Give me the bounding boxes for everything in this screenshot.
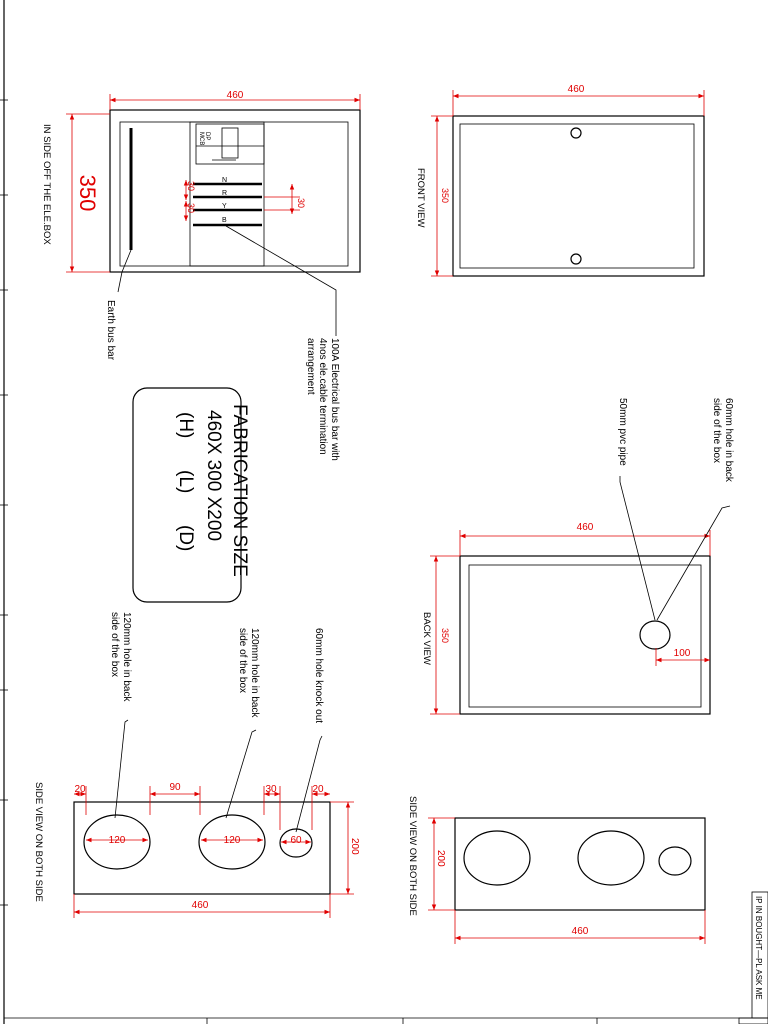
side-left-dim-top-1: 20 — [74, 784, 86, 795]
side-left-note-c: 60mm hole knock out — [313, 628, 324, 724]
side-left-note-a-line-2: side of the box — [109, 612, 120, 678]
inside-spacing-dim-1: 30 — [186, 181, 196, 192]
side-left-title: SIDE VIEW ON BOTH SIDE — [33, 782, 44, 902]
busbar-label-line-1: 100A Electrical bus bar with — [329, 338, 340, 461]
inside-width-dim: 460 — [226, 90, 244, 101]
fabrication-line-2: 460X 300 X200 — [203, 410, 224, 542]
back-hole — [640, 621, 670, 649]
side-left-dim-top-2: 90 — [169, 782, 181, 793]
side-left-hole-1-dim: 120 — [108, 835, 126, 846]
side-left-hole-3-dim: 60 — [290, 835, 302, 846]
front-view-title: FRONT VIEW — [415, 168, 426, 228]
side-right-hole-3 — [659, 847, 691, 875]
side-right-hole-2 — [578, 831, 644, 885]
back-width-dim: 460 — [576, 522, 594, 533]
back-outer-box — [460, 556, 710, 714]
front-width-dim: 460 — [567, 84, 585, 95]
front-view — [415, 84, 704, 276]
front-inner-box — [460, 124, 694, 268]
inside-spacing-dim-2: 30 — [186, 203, 196, 214]
side-left-dim-top-3: 30 — [265, 784, 277, 795]
front-height-dim: 350 — [440, 188, 450, 204]
side-left-note-a-line-1: 120mm hole in back — [121, 612, 132, 702]
inside-view — [41, 90, 360, 461]
side-view-left — [33, 612, 360, 918]
side-left-hole-2-dim: 120 — [223, 835, 241, 846]
inside-spacing-dim-3: 30 — [296, 198, 306, 209]
mcb-block — [196, 124, 264, 164]
side-left-dim-top-4: 20 — [312, 784, 324, 795]
side-left-note-b-line-1: 120mm hole in back — [249, 628, 260, 718]
sheet-edge-ticks — [0, 100, 768, 1024]
inside-view-title: IN SIDE OFF THE ELE.BOX — [41, 124, 52, 245]
back-height-dim: 350 — [440, 628, 450, 644]
front-hole-top — [571, 128, 581, 138]
title-block-text: IP IN BOUGHT—PL ASK ME — [754, 896, 763, 1000]
mcb-label-dp: DP — [204, 132, 210, 141]
back-pipe-note: 50mm pvc pipe — [617, 398, 628, 466]
side-right-hole-1 — [464, 831, 530, 885]
fabrication-box — [133, 388, 250, 602]
side-right-title: SIDE VIEW ON BOTH SIDE — [407, 796, 418, 916]
front-outer-box — [453, 116, 704, 276]
bus-label-n: N — [222, 177, 228, 184]
side-left-width-dim: 460 — [191, 900, 209, 911]
bus-label-r: R — [222, 190, 228, 197]
fabrication-line-1: FABRICATION SIZE — [229, 404, 250, 577]
side-left-height-dim: 200 — [349, 838, 360, 855]
back-inner-box — [469, 565, 701, 707]
bus-label-b: B — [222, 217, 227, 224]
busbar-label-line-2: 4nos ele.cable termination — [317, 338, 328, 455]
bus-label-y: Y — [222, 203, 227, 210]
inside-height-dim: 350 — [75, 174, 100, 212]
inside-inner-box — [120, 122, 348, 266]
side-right-height-dim: 200 — [435, 850, 446, 867]
back-view — [421, 398, 734, 714]
earth-bus-bar-label: Earth bus bar — [105, 300, 116, 361]
back-view-title: BACK VIEW — [421, 612, 432, 665]
back-hole-dim: 100 — [673, 648, 691, 659]
back-hole-note-line-2: side of the box — [711, 398, 722, 464]
busbar-label-line-3: arrangement — [305, 338, 316, 395]
bus-bars — [193, 177, 262, 225]
side-left-note-b-line-2: side of the box — [237, 628, 248, 694]
front-hole-bottom — [571, 254, 581, 264]
back-hole-note-line-1: 60mm hole in back — [723, 398, 734, 482]
side-view-right — [407, 796, 705, 944]
inside-outer-box — [110, 110, 360, 272]
side-right-width-dim: 460 — [571, 926, 589, 937]
fabrication-line-3: (H) (L) (D) — [175, 412, 196, 552]
title-block — [739, 892, 768, 1024]
mcb-label-mcb: MCB — [198, 132, 204, 146]
